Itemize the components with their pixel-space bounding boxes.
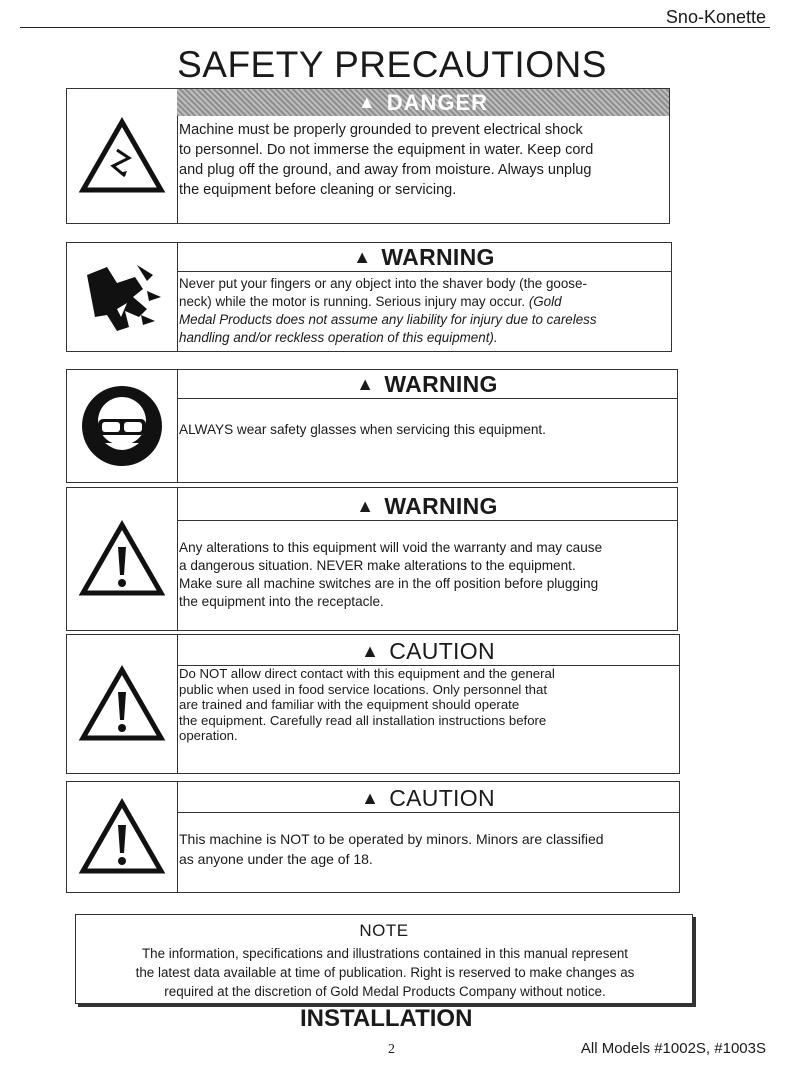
electrical-shock-icon <box>67 89 178 223</box>
caution-label: CAUTION <box>389 784 495 811</box>
warning-header <box>177 370 677 399</box>
page-number: 2 <box>388 1042 395 1057</box>
warning-panel-alterations <box>66 487 678 631</box>
exclamation-triangle-icon <box>67 635 178 773</box>
warning-line: the equipment into the receptacle. <box>179 594 384 609</box>
caution-line: as anyone under the age of 18. <box>179 851 373 867</box>
warning-line-italic: Medal Products does not assume any liability for injury due to careless <box>179 312 597 327</box>
warning-label: WARNING <box>381 243 495 270</box>
caution-line: are trained and familiar with the equipment should operate <box>179 697 520 712</box>
caution-panel-minors <box>66 781 680 893</box>
note-box <box>75 914 693 1004</box>
alert-triangle-icon: ▲ <box>361 640 380 661</box>
warning-line: Make sure all machine switches are in the off position before plugging <box>179 576 599 591</box>
danger-line: the equipment before cleaning or servicing. <box>179 182 457 198</box>
section-title: INSTALLATION <box>300 1005 473 1032</box>
warning-line-italic: handling and/or reckless operation of this equipment). <box>179 330 498 345</box>
footer-models: All Models #1002S, #1003S <box>580 1040 766 1057</box>
warning-panel-glasses <box>66 369 678 483</box>
caution-header <box>177 784 679 813</box>
safety-glasses-icon <box>67 370 178 482</box>
caution-panel-public-contact <box>66 634 680 774</box>
caution-line: public when used in food service locations. Only personnel that <box>179 681 548 697</box>
alert-triangle-icon: ▲ <box>353 246 372 267</box>
danger-line: Machine must be properly grounded to prevent electrical shock <box>179 122 583 138</box>
exclamation-triangle-icon <box>67 782 178 892</box>
danger-label: DANGER <box>386 89 489 115</box>
exclamation-triangle-icon <box>67 488 178 630</box>
caution-line: operation. <box>179 728 238 743</box>
warning-line-italic: (Gold <box>528 294 562 309</box>
warning-label: WARNING <box>384 370 498 397</box>
warning-header <box>177 243 671 272</box>
caution-label: CAUTION <box>389 637 495 664</box>
page-title: SAFETY PRECAUTIONS <box>177 44 607 85</box>
warning-line <box>179 293 665 311</box>
warning-fingers-text <box>179 275 665 347</box>
header-rule <box>20 27 770 28</box>
caution-line: Do NOT allow direct contact with this equipment and the general <box>179 666 555 681</box>
danger-panel <box>66 88 670 224</box>
danger-line: to personnel. Do not immerse the equipment in water. Keep cord <box>179 142 594 158</box>
warning-panel-fingers <box>66 242 672 352</box>
caution-minors-text <box>179 829 673 869</box>
caution-line: the equipment. Carefully read all installation instructions before <box>179 712 547 728</box>
warning-line-part: neck) while the motor is running. Serious injury may occur. <box>179 294 526 309</box>
note-text <box>84 944 686 1001</box>
note-title: NOTE <box>359 921 409 940</box>
caution-line: This machine is NOT to be operated by minors. Minors are classified <box>179 831 604 847</box>
alert-triangle-icon: ▲ <box>356 373 375 394</box>
caution-public-text <box>179 666 673 744</box>
danger-text <box>179 120 663 200</box>
warning-line: Never put your fingers or any object into the shaver body (the goose- <box>179 276 587 291</box>
warning-line: a dangerous situation. NEVER make alterations to the equipment. <box>179 558 576 573</box>
note-line: the latest data available at time of publication. Right is reserved to make changes as <box>135 965 635 980</box>
warning-line: Any alterations to this equipment will void the warranty and may cause <box>179 540 603 555</box>
caution-header <box>177 637 679 666</box>
hand-injury-icon <box>67 243 178 351</box>
warning-alterations-text <box>179 539 671 611</box>
danger-line: and plug off the ground, and away from moisture. Always unplug <box>179 162 592 178</box>
warning-header <box>177 492 677 521</box>
warning-label: WARNING <box>384 492 498 519</box>
alert-triangle-icon: ▲ <box>361 787 380 808</box>
header-product-name: Sno-Konette <box>665 7 766 27</box>
alert-triangle-icon: ▲ <box>357 92 377 112</box>
alert-triangle-icon: ▲ <box>356 495 375 516</box>
note-line: The information, specifications and illustrations contained in this manual represent <box>141 946 629 961</box>
warning-glasses-text <box>179 422 671 439</box>
danger-header <box>177 89 669 116</box>
warning-line: ALWAYS wear safety glasses when servicing this equipment. <box>179 422 546 437</box>
note-line: required at the discretion of Gold Medal Products Company without notice. <box>164 984 606 999</box>
